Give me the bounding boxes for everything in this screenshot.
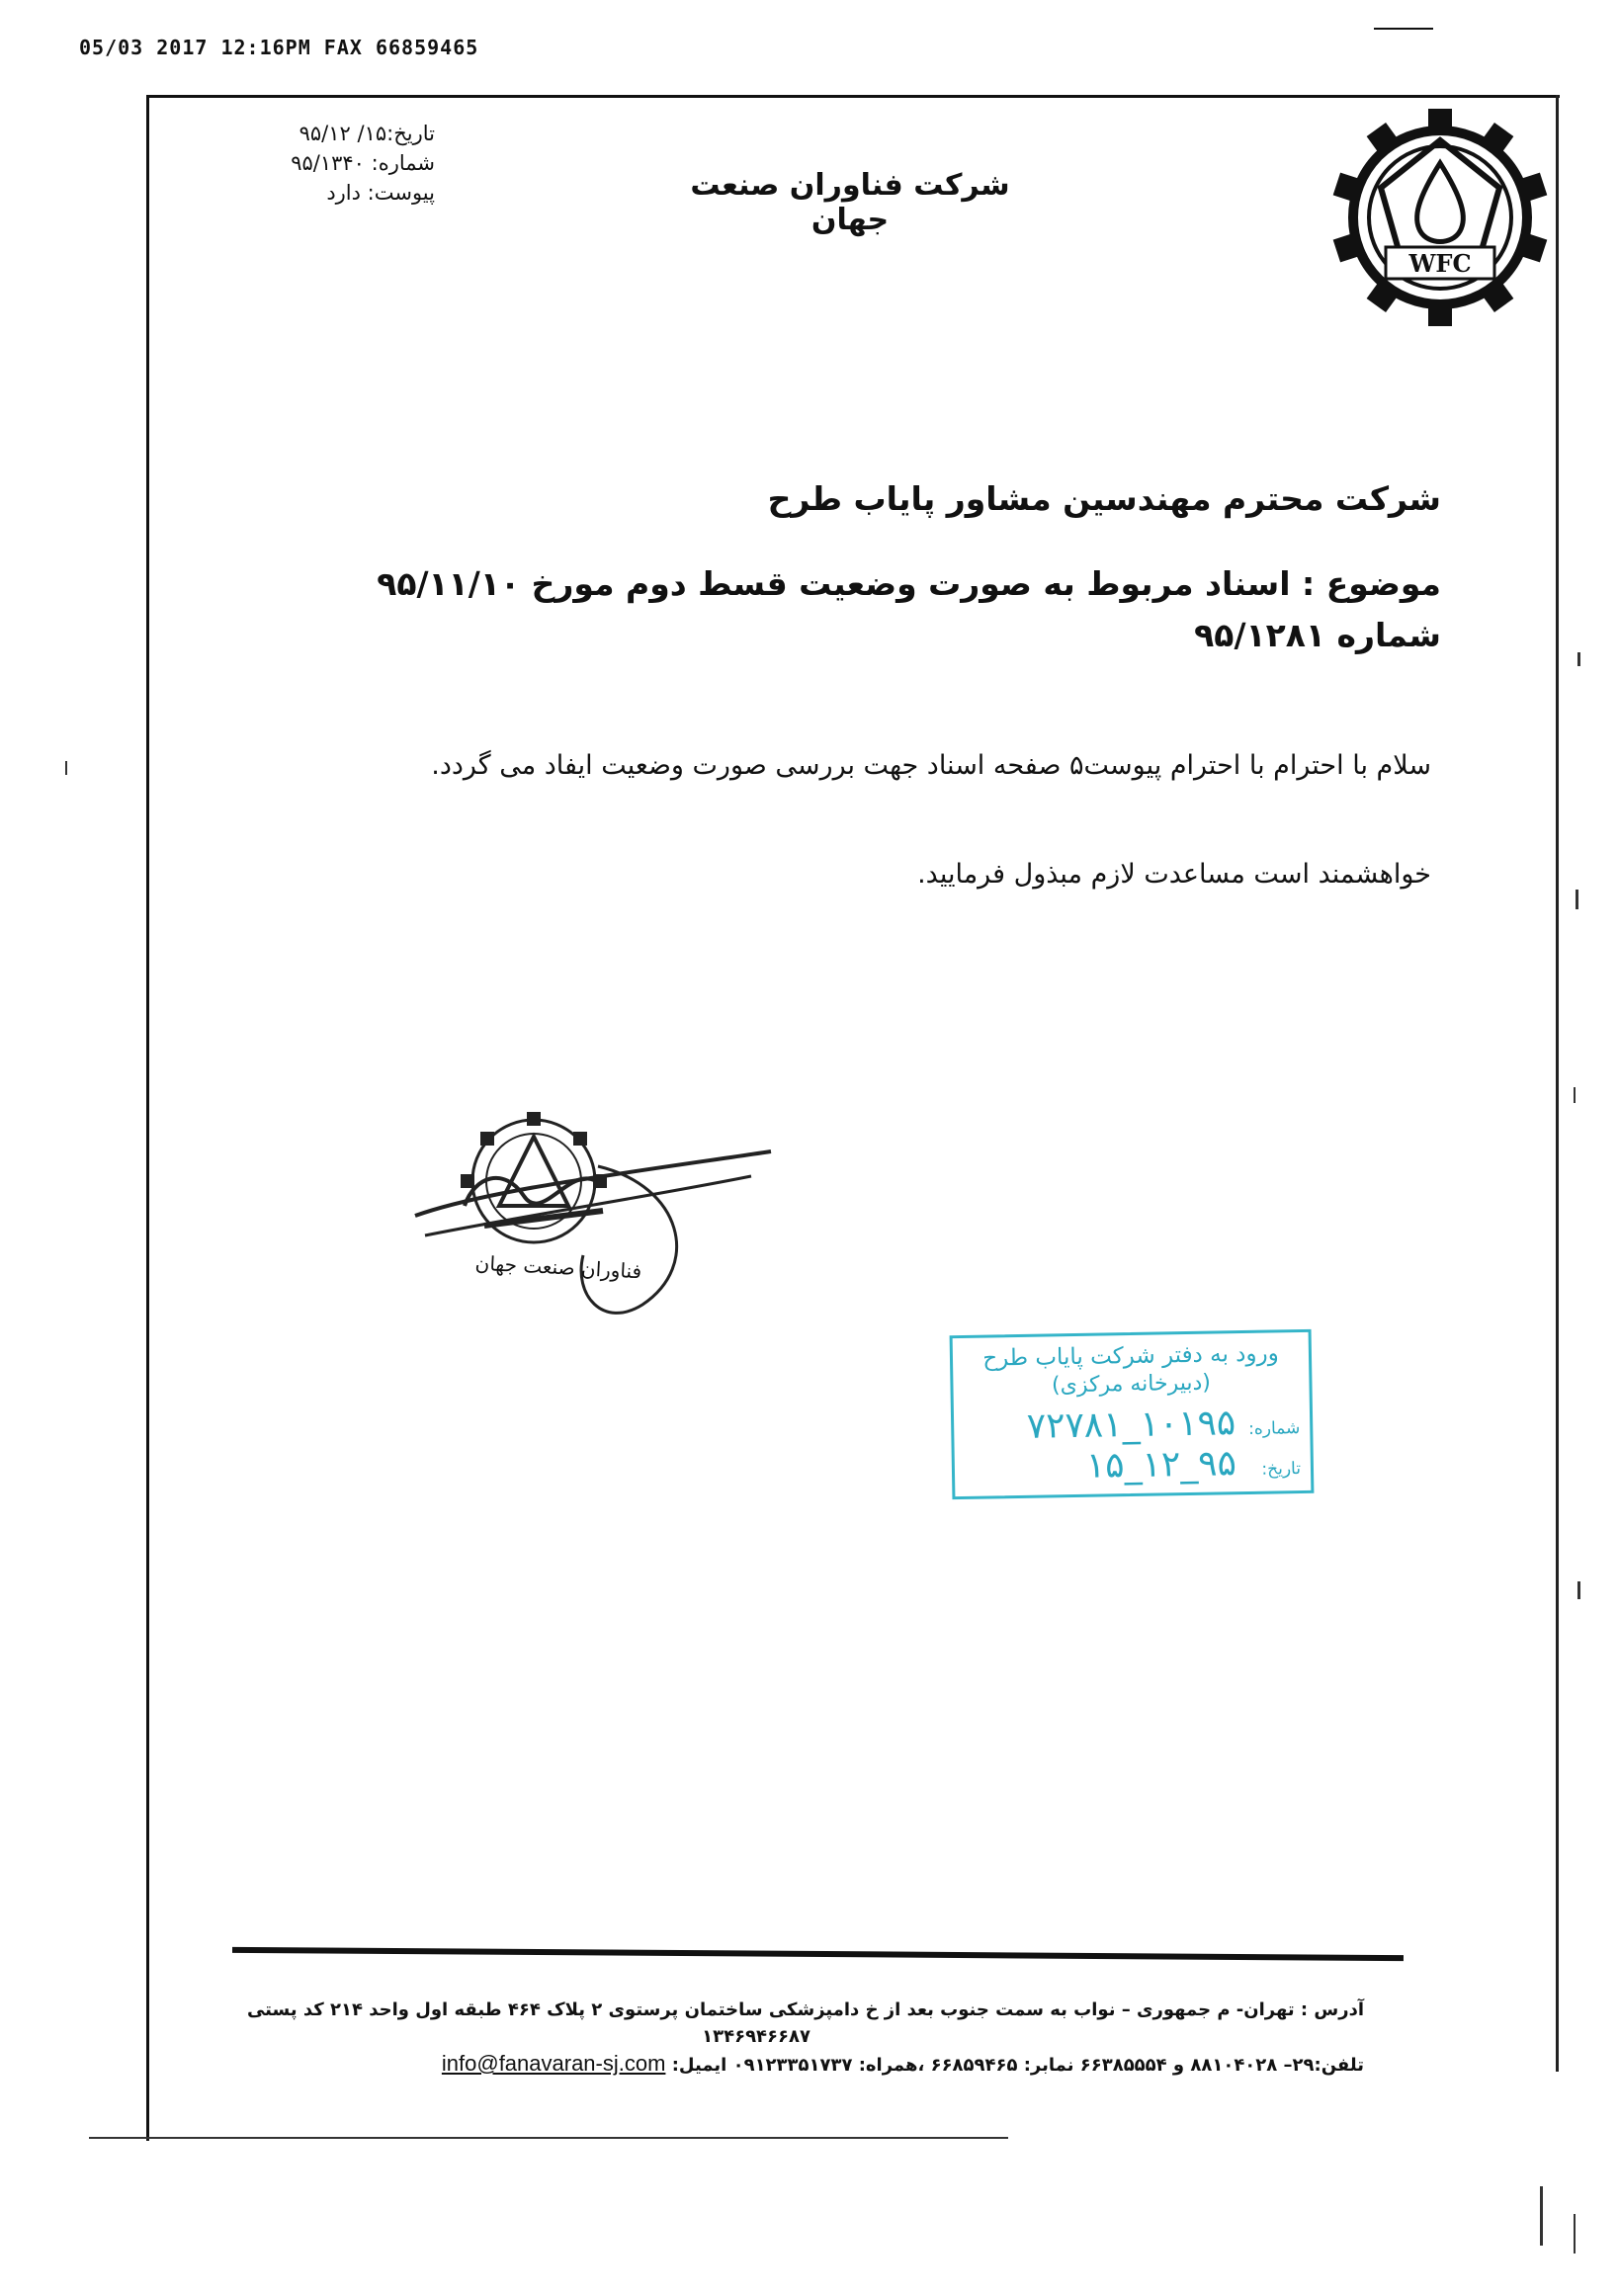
letter-body (295, 746, 1431, 964)
frame-bottom-line (89, 2137, 1008, 2139)
stamp-date-label: تاریخ: (1261, 1459, 1302, 1480)
letter-number: شماره: ۹۵/۱۳۴۰ (291, 151, 435, 175)
footer-contact (198, 1997, 1364, 2079)
fax-mark (1374, 28, 1433, 30)
letter-attachment: پیوست: دارد (326, 181, 435, 205)
signature-caption: فناوران صنعت جهان (474, 1250, 642, 1284)
stamp-subtitle: (دبیرخانه مرکزی) (1051, 1370, 1212, 1399)
footer-divider (232, 1947, 1404, 1961)
addressee: شرکت محترم مهندسین مشاور پایاب طرح (767, 479, 1441, 518)
receipt-stamp (950, 1329, 1315, 1499)
frame-top-line (146, 95, 1560, 98)
letter-meta (247, 119, 435, 208)
frame-left-line (146, 95, 149, 2141)
footer-phone-line (198, 2050, 1364, 2079)
fax-header: 05/03 2017 12:16PM FAX 66859465 (79, 36, 479, 59)
stamp-title: ورود به دفتر شرکت پایاب طرح (982, 1340, 1279, 1372)
logo-text: WFC (1408, 249, 1472, 278)
stamp-number-value: ۱۰۱۹۵_۷۲۷۸۱ (1026, 1403, 1236, 1447)
subject-number-line: شماره ۹۵/۱۲۸۱ (1194, 616, 1441, 654)
footer-address: آدرس : تهران- م جمهوری – نواب به سمت جنوب بعد از خ دامپزشکی ساختمان پرستوی ۲ پلاک ۴۶۴ طبقه اول واحد ۲۱۴ کد پستی (246, 1999, 1364, 2020)
letter-date: تاریخ:۱۵/ ۹۵/۱۲ (298, 122, 435, 145)
body-paragraph: خواهشمند است مساعدت لازم مبذول فرمایید. (917, 859, 1431, 890)
signature-seal-icon (405, 1097, 781, 1334)
stamp-number-label: شماره: (1247, 1418, 1301, 1439)
stamp-date-row (965, 1442, 1302, 1488)
company-name: شرکت فناوران صنعت جهان (690, 168, 1010, 237)
footer-email-link[interactable]: info@fanavaran-sj.com (441, 2051, 666, 2076)
company-logo-icon (1317, 109, 1564, 326)
footer-postal-code: ۱۳۴۶۹۴۶۶۸۷ (702, 2026, 810, 2047)
subject-line: موضوع : اسناد مربوط به صورت وضعیت قسط دوم مورخ ۹۵/۱۱/۱۰ (377, 564, 1441, 603)
frame-right-line (1556, 95, 1559, 2072)
body-paragraph: سلام با احترام با احترام پیوست۵ صفحه اسناد جهت بررسی صورت وضعیت ایفاد می گردد. (431, 750, 1431, 781)
footer-phones: تلفن:۲۹– ۸۸۱۰۴۰۲۸ و ۶۶۳۸۵۵۵۴ نمابر: ۶۶۸۵۹۴۶۵ ،همراه: ۰۹۱۲۳۳۵۱۷۳۷ ایمیل: (671, 2055, 1364, 2076)
stamp-number-row (964, 1402, 1301, 1448)
stamp-date-value: ۹۵_۱۲_۱۵ (1085, 1443, 1237, 1487)
subject (354, 558, 1441, 661)
